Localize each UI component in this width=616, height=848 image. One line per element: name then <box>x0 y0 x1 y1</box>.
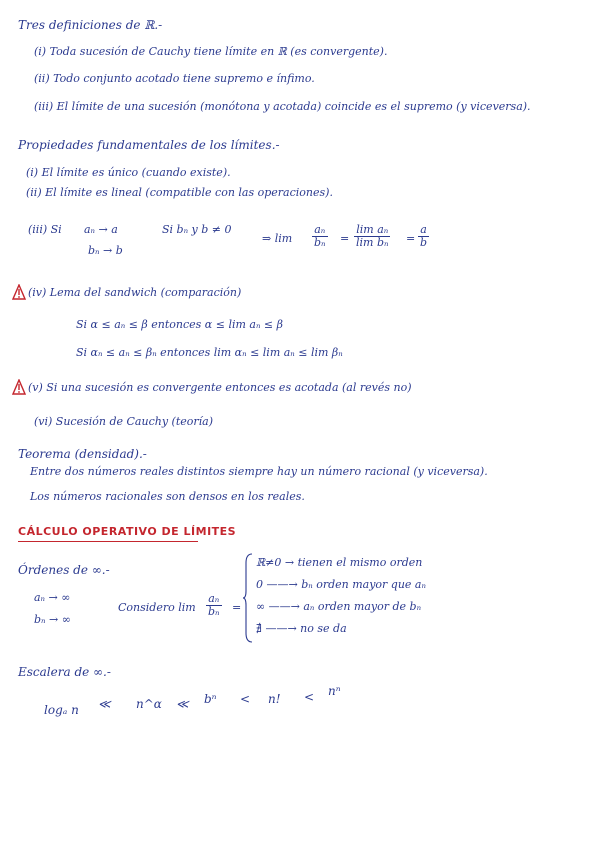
definition-item: (ii) Todo conjunto acotado tiene supremo e ínfimo. <box>34 72 315 85</box>
fraction-numerator: aₙ <box>312 224 328 237</box>
fraction-an-bn <box>312 224 328 249</box>
heading-calculo-operativo: CÁLCULO OPERATIVO DE LÍMITES <box>18 525 237 538</box>
escalera-term: bⁿ <box>204 692 217 706</box>
fraction-numerator: aₙ <box>206 593 222 606</box>
property-3-bn: bₙ → b <box>88 244 123 257</box>
ordenes-an: aₙ → ∞ <box>34 591 71 604</box>
ordenes-case: ∄ ——→ no se da <box>256 622 347 635</box>
property-4-label: (iv) Lema del sandwich (comparación) <box>28 286 242 299</box>
property-3-an: aₙ → a <box>84 223 118 236</box>
fraction-a-b <box>418 224 429 249</box>
escalera-term: nⁿ <box>328 684 341 698</box>
property-4-line: Si αₙ ≤ aₙ ≤ βₙ entonces lim αₙ ≤ lim aₙ ≤ lim βₙ <box>76 346 343 359</box>
theorem-line: Los números racionales son densos en los reales. <box>30 490 305 503</box>
escalera-log: logₐ n <box>44 703 79 717</box>
escalera-symbol: ≪ <box>176 697 189 711</box>
ordenes-bn: bₙ → ∞ <box>34 613 71 626</box>
definition-item: (iii) El límite de una sucesión (monótona y acotada) coincide es el supremo (y viceversa). <box>34 100 531 113</box>
definition-item: (i) Toda sucesión de Cauchy tiene límite en ℝ (es convergente). <box>34 45 388 58</box>
fraction-denominator: b <box>420 236 428 249</box>
property-3-implies: ⇒ lim <box>262 232 293 245</box>
property-item: (ii) El límite es lineal (compatible con las operaciones). <box>26 186 333 199</box>
heading-definitions: Tres definiciones de ℝ.- <box>18 18 163 32</box>
escalera-term: n! <box>268 692 281 706</box>
heading-properties: Propiedades fundamentales de los límites.- <box>18 138 280 152</box>
brace-icon <box>243 553 253 643</box>
ordenes-case: ∞ ——→ aₙ orden mayor de bₙ <box>256 600 422 613</box>
theorem-line: Entre dos números reales distintos siempre hay un número racional (y viceversa). <box>30 465 488 478</box>
escalera-term: n^α <box>136 697 162 711</box>
fraction-numerator: lim aₙ <box>354 224 390 237</box>
fraction-an-bn <box>206 593 222 618</box>
property-6: (vi) Sucesión de Cauchy (teoría) <box>34 415 214 428</box>
fraction-numerator: a <box>418 224 429 237</box>
heading-escalera: Escalera de ∞.- <box>18 665 111 679</box>
ordenes-considero: Considero lim <box>118 601 196 614</box>
fraction-lim <box>354 224 390 249</box>
property-3-condition: Si bₙ y b ≠ 0 <box>162 223 232 236</box>
equals-sign: = <box>406 232 416 245</box>
escalera-symbol: ≪ <box>98 697 111 711</box>
equals-sign: = <box>232 601 242 614</box>
property-4-line: Si α ≤ aₙ ≤ β entonces α ≤ lim aₙ ≤ β <box>76 318 283 331</box>
property-5: (v) Si una sucesión es convergente entonces es acotada (al revés no) <box>28 381 412 394</box>
fraction-denominator: bₙ <box>314 236 326 249</box>
heading-ordenes: Órdenes de ∞.- <box>18 563 110 577</box>
fraction-denominator: bₙ <box>208 605 220 618</box>
warning-icon <box>12 284 26 300</box>
equals-sign: = <box>340 232 350 245</box>
heading-theorem: Teorema (densidad).- <box>18 447 147 461</box>
warning-icon <box>12 379 26 395</box>
escalera-symbol: < <box>304 690 315 704</box>
property-item: (i) El límite es único (cuando existe). <box>26 166 231 179</box>
fraction-denominator: lim bₙ <box>356 236 389 249</box>
property-3-label: (iii) Si <box>28 223 62 236</box>
heading-underline <box>18 541 198 542</box>
ordenes-case: ℝ≠0 → tienen el mismo orden <box>256 556 423 569</box>
ordenes-case: 0 ——→ bₙ orden mayor que aₙ <box>256 578 426 591</box>
escalera-symbol: < <box>240 692 251 706</box>
